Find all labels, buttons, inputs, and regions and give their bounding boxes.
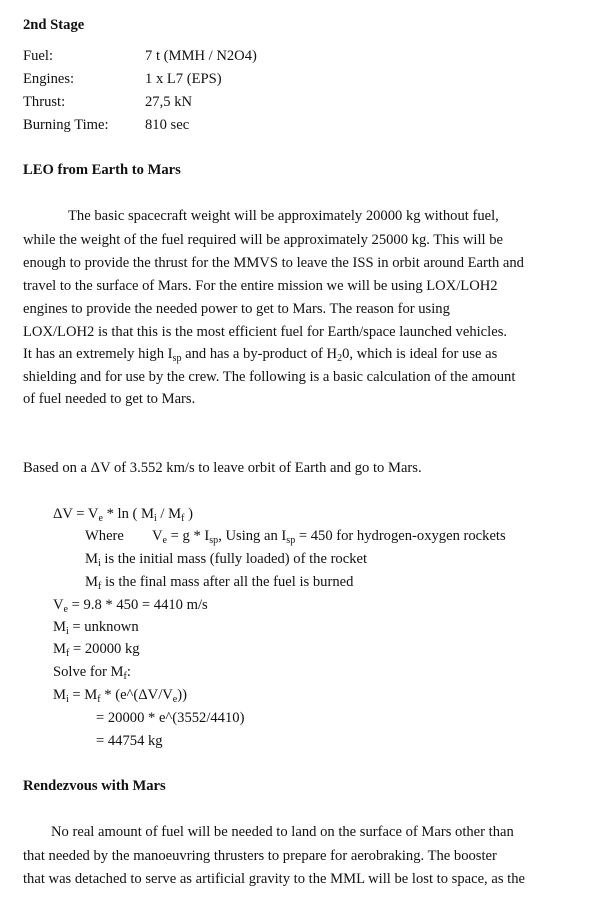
solution-result: = 44754 kg <box>96 733 163 749</box>
spec-value-burning-time: 810 sec <box>145 117 190 133</box>
spec-value-fuel: 7 t (MMH / N2O4) <box>145 48 257 64</box>
section-heading-leo: LEO from Earth to Mars <box>23 162 181 178</box>
mi-value: $M_i$ = unknown <box>53 619 139 637</box>
paragraph-line: shielding and for use by the crew. The following is a basic calculation of the amount <box>23 369 516 385</box>
mi-definition: $M_i$ is the initial mass (fully loaded) of the rocket <box>85 551 368 569</box>
where-label: Where <box>85 528 124 544</box>
section-heading-rendezvous: Rendezvous with Mars <box>23 778 166 794</box>
paragraph-line: engines to provide the needed power to get to Mars. The reason for using <box>23 301 450 317</box>
paragraph-line: No real amount of fuel will be needed to land on the surface of Mars other than <box>51 824 514 840</box>
paragraph-line: The basic spacecraft weight will be approximately 20000 kg without fuel, <box>68 208 499 224</box>
ve-value: $V_e = 9.8 * 450 = 4410$ m/s <box>53 597 208 615</box>
equation-delta-v: $\Delta V = V_e * \ln$ ( $M_i / M_f$ ) <box>53 506 193 524</box>
spec-value-thrust: 27,5 kN <box>145 94 193 110</box>
paragraph-line: travel to the surface of Mars. For the entire mission we will be using LOX/LOH2 <box>23 278 498 294</box>
spec-label-thrust: Thrust: <box>23 94 66 110</box>
spec-label-engines: Engines: <box>23 71 75 87</box>
paragraph-line: of fuel needed to get to Mars. <box>23 391 196 407</box>
paragraph-line-isp: It has an extremely high $I_{sp}$ and has a by-product of $H_20$, which is ideal for use as <box>23 346 498 364</box>
solution-step-1: $M_i = M_f$ * $(e\^{}(\Delta V/V_e))$ <box>53 687 187 705</box>
section-heading-2nd-stage: 2nd Stage <box>23 17 85 33</box>
spec-label-burning-time: Burning Time: <box>23 117 109 133</box>
paragraph-delta-v: Based on a ΔV of 3.552 km/s to leave orbit of Earth and go to Mars. <box>23 460 422 476</box>
mf-definition: $M_f$ is the final mass after all the fuel is burned <box>85 574 354 592</box>
solution-step-2: = 20000 * e^(3552/4410) <box>96 710 245 726</box>
spec-label-fuel: Fuel: <box>23 48 53 64</box>
paragraph-line: enough to provide the thrust for the MMVS to leave the ISS in orbit around Earth and <box>23 255 524 271</box>
paragraph-line: while the weight of the fuel required will be approximately 25000 kg. This will be <box>23 232 503 248</box>
mf-value: $M_f = 20000$ kg <box>53 641 140 659</box>
paragraph-line: LOX/LOH2 is that this is the most efficient fuel for Earth/space launched vehicles. <box>23 324 508 340</box>
paragraph-line: that was detached to serve as artificial gravity to the MML will be lost to space, as the <box>23 871 525 887</box>
paragraph-line: that needed by the manoeuvring thrusters to prepare for aerobraking. The booster <box>23 848 497 864</box>
spec-value-engines: 1 x L7 (EPS) <box>145 71 222 87</box>
solve-for-mf: Solve for $M_f$: <box>53 664 131 682</box>
ve-definition: $V_e = g * I_{sp}$, Using an $I_{sp} = 450$ for hydrogen-oxygen rockets <box>152 528 506 546</box>
